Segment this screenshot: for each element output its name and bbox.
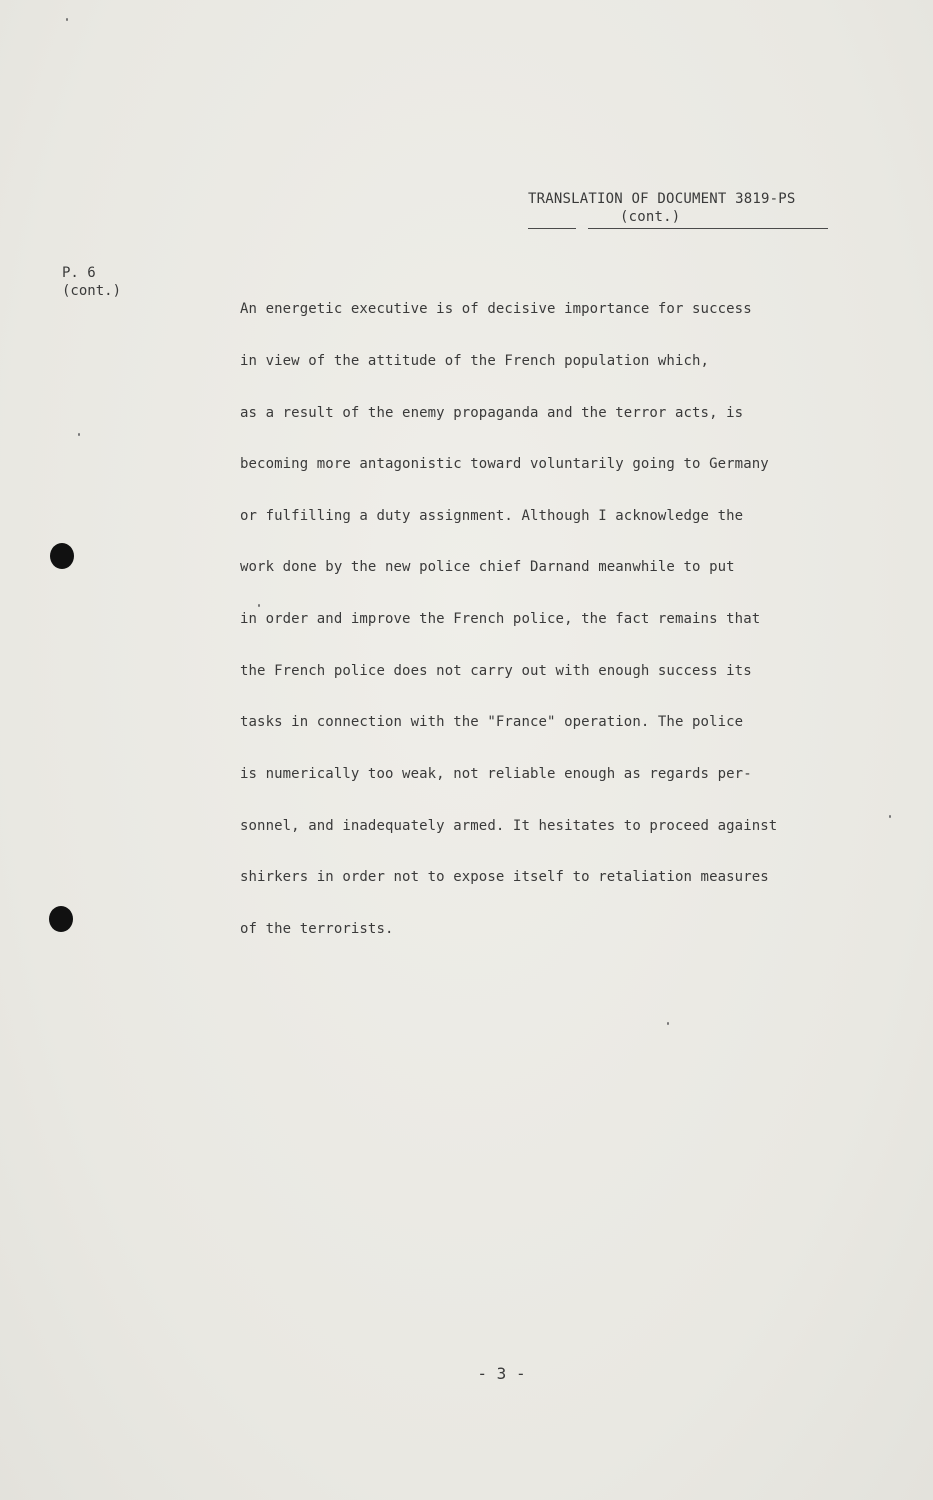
body-line: in order and improve the French police, the fact remains that [240,611,761,628]
punch-hole [49,906,73,932]
title-continuation: (cont.) [620,209,681,225]
body-line: the French police does not carry out with enough success its [240,662,752,679]
page-reference-continuation: (cont.) [62,283,122,299]
margin-marker [62,264,121,300]
paper-speck [889,815,891,818]
document-header [528,190,828,229]
body-line: becoming more antagonistic toward voluntarily going to Germany [240,456,769,473]
paper-speck [66,18,68,21]
punch-hole [50,543,74,569]
body-line: or fulfilling a duty assignment. Although I acknowledge the [240,507,744,524]
body-line: work done by the new police chief Darnand meanwhile to put [240,559,735,576]
page-reference: P. 6 [62,265,96,281]
body-line: sonnel, and inadequately armed. It hesitates to proceed against [240,817,778,834]
paper-speck [78,433,80,436]
paper-speck [667,1022,669,1025]
body-line: in view of the attitude of the French population which, [240,353,710,370]
body-paragraph [240,267,860,972]
title-underline [528,208,828,229]
paper-speck [258,604,260,607]
body-line: of the terrorists. [240,920,394,937]
body-line: as a result of the enemy propaganda and the terror acts, is [240,404,744,421]
page-number: - 3 - [477,1364,526,1383]
document-title: TRANSLATION OF DOCUMENT 3819-PS [528,191,796,207]
underline-gap [576,225,588,229]
body-line: tasks in connection with the "France" operation. The police [240,714,744,731]
body-line: An energetic executive is of decisive importance for success [240,301,752,318]
body-line: shirkers in order not to expose itself to retaliation measures [240,869,769,886]
body-line: is numerically too weak, not reliable enough as regards per- [240,765,752,782]
